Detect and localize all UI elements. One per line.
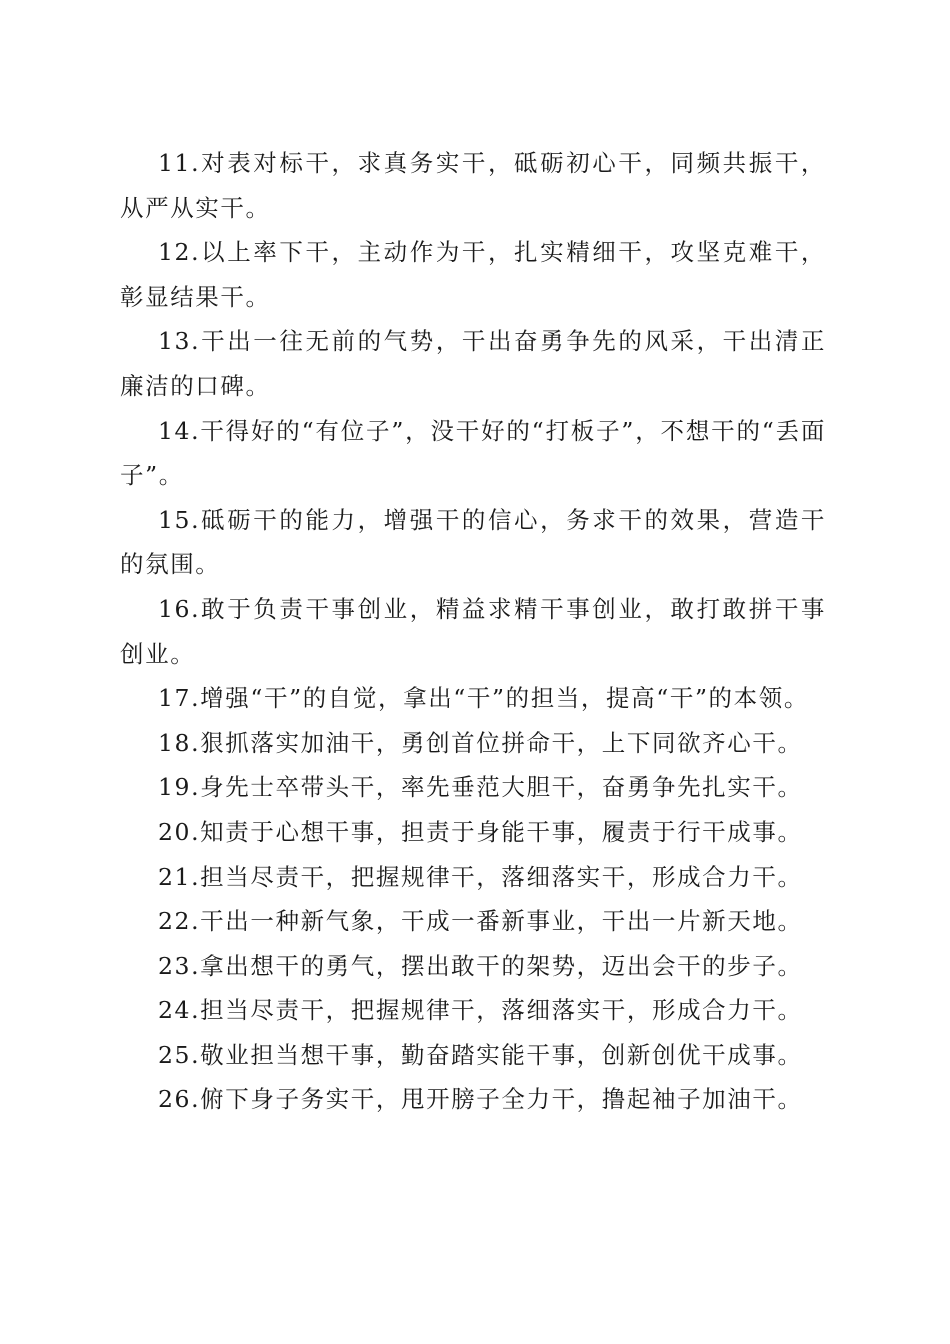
slogan-item-22: 22.干出一种新气象，干成一番新事业，干出一片新天地。 [158, 907, 803, 936]
slogan-item-19: 19.身先士卒带头干，率先垂范大胆干，奋勇争先扎实干。 [158, 773, 803, 802]
slogan-item-20: 20.知责于心想干事，担责于身能干事，履责于行干成事。 [158, 817, 803, 846]
slogan-item-11: 11.对表对标干，求真务实干，砥砺初心干，同频共振干，从严从实干。 [120, 149, 826, 222]
slogan-item-12: 12.以上率下干，主动作为干，扎实精细干，攻坚克难干，彰显结果干。 [120, 238, 826, 311]
slogan-item-21: 21.担当尽责干，把握规律干，落细落实干，形成合力干。 [158, 862, 803, 891]
slogan-item-17: 17.增强“干”的自觉，拿出“干”的担当，提高“干”的本领。 [158, 684, 809, 713]
slogan-item-18: 18.狠抓落实加油干，勇创首位拼命干，上下同欲齐心干。 [158, 728, 803, 757]
slogan-item-13: 13.干出一往无前的气势，干出奋勇争先的风采，干出清正廉洁的口碑。 [120, 327, 826, 400]
slogan-item-14: 14.干得好的“有位子”，没干好的“打板子”，不想干的“丢面子”。 [120, 416, 826, 490]
slogan-item-15: 15.砥砺干的能力，增强干的信心，务求干的效果，营造干的氛围。 [120, 505, 826, 579]
slogan-list [120, 141, 826, 1122]
slogan-item-26: 26.俯下身子务实干，甩开膀子全力干，撸起袖子加油干。 [158, 1085, 803, 1114]
slogan-item-24: 24.担当尽责干，把握规律干，落细落实干，形成合力干。 [158, 996, 803, 1025]
slogan-item-25: 25.敬业担当想干事，勤奋踏实能干事，创新创优干成事。 [158, 1040, 803, 1069]
slogan-item-16: 16.敢于负责干事创业，精益求精干事创业，敢打敢拼干事创业。 [120, 594, 826, 668]
slogan-item-23: 23.拿出想干的勇气，摆出敢干的架势，迈出会干的步子。 [158, 951, 803, 980]
